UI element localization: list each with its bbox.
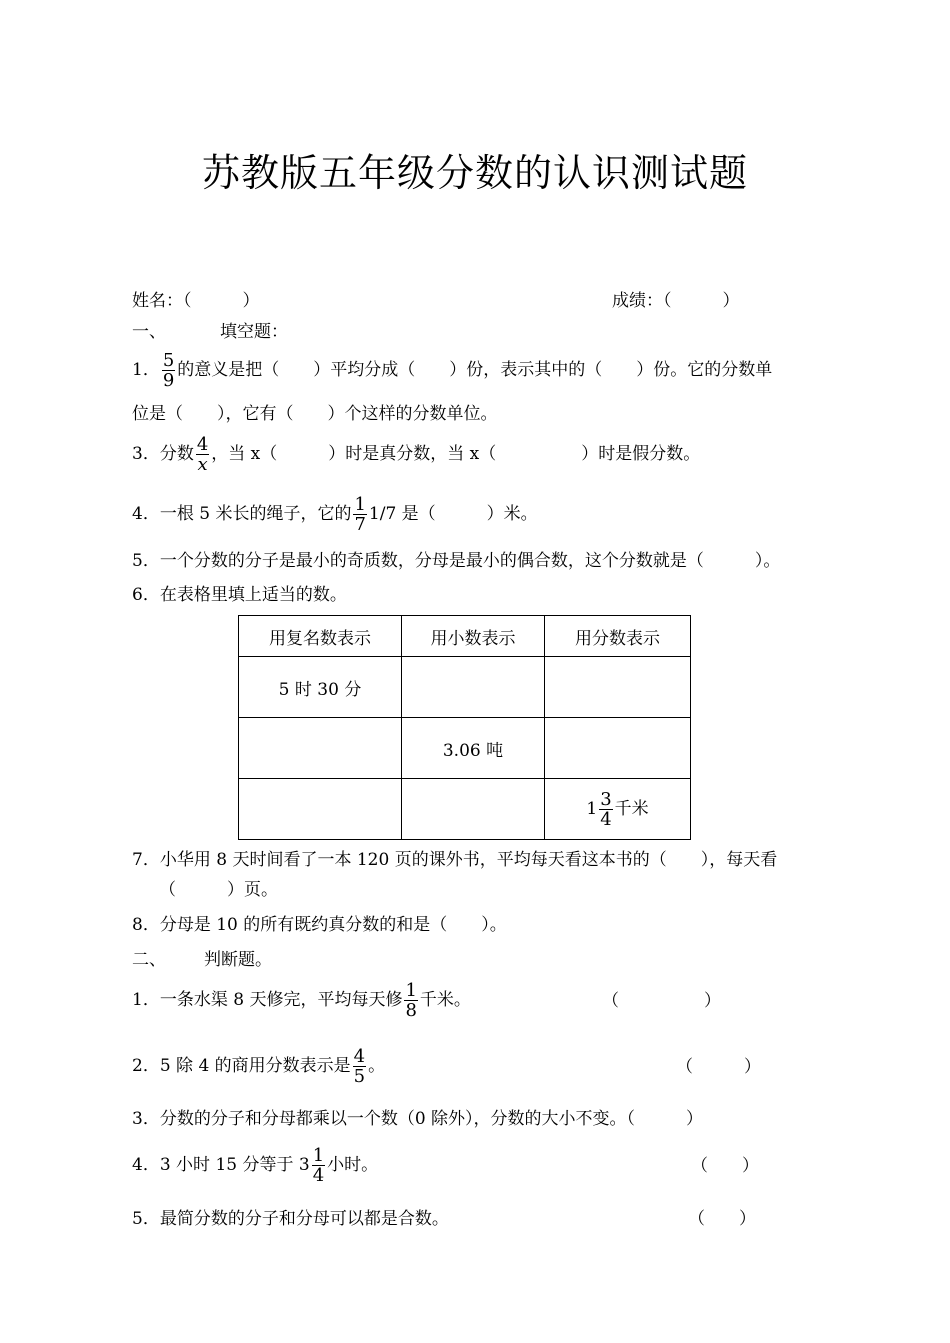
judge-3: 3．分数的分子和分母都乘以一个数（0 除外），分数的大小不变。（ ） [132,1109,704,1129]
fraction-4-x [196,435,209,474]
question-8: 8．分母是 10 的所有既约真分数的和是（ ）。 [132,915,507,935]
judge-4 [132,1143,378,1187]
fraction-5-9 [162,351,175,390]
cell-empty[interactable] [402,779,545,840]
numerator: 4 [196,434,209,455]
fraction-4-5 [353,1047,366,1086]
numerator: 1 [354,494,366,515]
denominator: 4 [600,808,612,830]
header-decimal: 用小数表示 [402,616,545,657]
question-4-text: 1/7 是（ ）米。 [368,504,538,524]
table-row [239,657,691,718]
unit-km: 千米 [614,798,649,819]
cell-weight: 3.06 吨 [402,718,545,779]
conversion-table [238,615,691,840]
question-7-continued: （ ）页。 [159,880,278,900]
question-3 [132,432,700,476]
name-field: 姓名：（ ） [132,291,260,311]
judge-5-answer[interactable]: （ ） [688,1209,756,1229]
question-1-number: 1． [132,360,160,380]
numerator: 4 [353,1046,366,1067]
judge-2 [132,1044,385,1088]
fraction-1-7 [353,495,366,534]
judge-1-text: 千米。 [419,990,471,1010]
cell-empty[interactable] [239,779,402,840]
denominator: 8 [405,1000,417,1021]
cell-empty[interactable] [402,657,545,718]
question-4 [132,492,538,536]
denominator: 7 [354,514,366,535]
numerator: 3 [600,788,612,810]
judge-4-answer[interactable]: （ ） [691,1156,759,1176]
section1-number: 一、 [132,322,166,342]
judge-1-prefix: 1．一条水渠 8 天修完，平均每天修 [132,990,403,1010]
judge-2-text: 。 [368,1056,386,1076]
cell-empty[interactable] [239,718,402,779]
numerator: 1 [312,1145,325,1166]
section2-heading: 判断题。 [204,950,272,970]
header-fraction: 用分数表示 [545,616,691,657]
question-5: 5．一个分数的分子是最小的奇质数，分母是最小的偶合数，这个分数就是（ ）。 [132,551,781,571]
table-header-row [239,616,691,657]
question-3-prefix: 3．分数 [132,444,194,464]
numerator: 1 [405,980,417,1001]
score-field: 成绩：（ ） [612,291,740,311]
denominator: 4 [312,1165,325,1186]
table-row [239,779,691,840]
judge-1-answer[interactable]: （ ） [602,991,721,1011]
question-4-prefix: 4．一根 5 米长的绳子，它的 [132,504,352,524]
judge-4-text: 小时。 [327,1155,379,1175]
judge-2-answer[interactable]: （ ） [676,1057,761,1077]
numerator: 5 [162,350,175,371]
question-1-text: 的意义是把（ ）平均分成（ ）份，表示其中的（ ）份。它的分数单 [177,360,773,380]
table-row [239,718,691,779]
header-compound-unit: 用复名数表示 [239,616,402,657]
denominator: 5 [353,1066,366,1087]
cell-empty[interactable] [545,657,691,718]
cell-empty[interactable] [545,718,691,779]
question-6: 6．在表格里填上适当的数。 [132,585,347,605]
section1-heading: 填空题： [220,322,288,342]
fraction-1-8 [404,981,417,1020]
judge-1 [132,978,471,1022]
denominator: x [197,454,208,475]
judge-4-prefix: 4．3 小时 15 分等于 3 [132,1155,310,1175]
question-3-text: ，当 x（ ）时是真分数，当 x（ ）时是假分数。 [211,444,701,464]
fraction-1-4 [312,1146,325,1185]
fraction-3-4 [599,790,612,829]
cell-time: 5 时 30 分 [239,657,402,718]
cell-distance [545,779,691,840]
mixed-whole: 1 [586,798,598,819]
question-1-continued: 位是（ ），它有（ ）个这样的分数单位。 [132,404,498,424]
denominator: 9 [162,370,175,391]
judge-2-prefix: 2．5 除 4 的商用分数表示是 [132,1056,351,1076]
section2-number: 二、 [132,950,166,970]
question-7: 7．小华用 8 天时间看了一本 120 页的课外书，平均每天看这本书的（ ），每天看 [132,850,778,870]
judge-5: 5．最简分数的分子和分母可以都是合数。 [132,1209,449,1229]
question-1 [132,348,772,392]
page-title: 苏教版五年级分数的认识测试题 [201,151,748,195]
